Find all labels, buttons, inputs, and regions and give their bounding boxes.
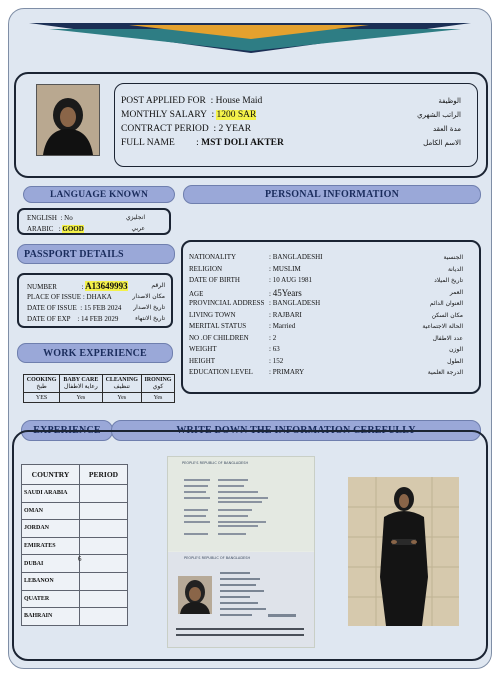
passport-scan-top-heading: PEOPLE'S REPUBLIC OF BANGLADESH (182, 461, 249, 465)
passport-title: PASSPORT DETAILS (17, 244, 175, 264)
personal-row: EDUCATION LEVEL : PRIMARY (189, 368, 305, 376)
country-cell: SAUDI ARABIA (22, 485, 80, 503)
personal-row-ar: مكان السكن (431, 311, 463, 319)
post-applied-row: POST APPLIED FOR : House Maid (121, 96, 263, 106)
personal-title: PERSONAL INFORMATION (183, 185, 481, 204)
passport-scan-top (168, 457, 314, 551)
personal-row-value: Married (272, 322, 296, 330)
personal-row-value: BANGLADESH (272, 299, 321, 307)
period-header: PERIOD (80, 465, 128, 485)
place-of-issue-ar: مكان الاصدار (132, 293, 165, 300)
personal-row-label: EDUCATION LEVEL (189, 368, 253, 376)
personal-row-label: PROVINCIAL ADDRESS (189, 299, 265, 307)
personal-row-value: RAJBARI (272, 310, 302, 319)
personal-row-value: 10 AUG 1981 (272, 276, 312, 284)
header-banner (9, 9, 492, 59)
passport-number-row: NUMBER : A13649993 (27, 281, 128, 291)
applicant-photo (36, 84, 100, 156)
personal-row-ar: العنوان الدائم (429, 300, 463, 307)
place-of-issue-row: PLACE OF ISSUE : DHAKA (27, 293, 112, 301)
personal-row-ar: عدد الاطفال (432, 334, 463, 342)
country-cell: OMAN (22, 502, 80, 520)
country-cell: DUBAI 6 (22, 555, 80, 573)
monthly-salary-row: MONTHLY SALARY : 1200 SAR (121, 110, 257, 120)
arabic-ar: عربي (131, 225, 145, 232)
personal-row: NO .OF CHILDREN : 2 (189, 333, 277, 342)
personal-row-value: MUSLIM (272, 264, 301, 273)
personal-row: RELIGION : MUSLIM (189, 264, 301, 273)
personal-row-label: AGE (189, 289, 204, 298)
work-table (23, 374, 175, 403)
personal-row-value: 63 (272, 345, 280, 353)
personal-row-label: WEIGHT (189, 345, 217, 353)
work-val-cooking: YES (24, 393, 60, 403)
personal-row-ar: الجنسية (443, 254, 463, 261)
english-ar: انجليزي (125, 214, 145, 221)
english-row: ENGLISH : No (27, 214, 73, 222)
personal-row-value: 45 (272, 287, 282, 298)
personal-row-ar: العمر (449, 288, 463, 296)
period-cell (80, 537, 128, 555)
applicant-details (114, 83, 478, 167)
personal-row: WEIGHT : 63 (189, 345, 280, 353)
personal-row-label: HEIGHT (189, 356, 216, 365)
passport-scan-bio-page (168, 552, 314, 647)
passport-number-ar: الرقم (151, 282, 165, 289)
work-val-babycare: Yes (60, 393, 102, 403)
date-of-exp-row: DATE OF EXP : 14 FEB 2029 (27, 315, 119, 323)
full-name-ar: الاسم الكامل (423, 139, 461, 147)
personal-row: DATE OF BIRTH : 10 AUG 1981 (189, 276, 312, 284)
period-cell (80, 572, 128, 590)
date-of-issue-ar: تاريخ الاصدار (133, 304, 165, 311)
country-cell: BAHRAIN (22, 608, 80, 626)
personal-row-label: NATIONALITY (189, 253, 237, 261)
period-cell (80, 502, 128, 520)
personal-row-label: NO .OF CHILDREN (189, 333, 249, 342)
personal-row-ar: الديانة (447, 265, 463, 273)
personal-row-unit: Years (281, 287, 302, 298)
work-col-ironing: IRONING كوي (141, 375, 174, 393)
personal-row-ar: الحالة الاجتماعية (422, 323, 463, 330)
passport-scan (167, 456, 315, 648)
personal-row-label: DATE OF BIRTH (189, 276, 240, 284)
personal-row-value: BANGLADESHI (272, 253, 323, 261)
personal-row: NATIONALITY : BANGLADESHI (189, 253, 323, 261)
personal-row-label: RELIGION (189, 264, 223, 273)
period-cell (80, 608, 128, 626)
date-of-issue-row: DATE OF ISSUE : 15 FEB 2024 (27, 304, 122, 312)
full-body-photo (348, 477, 459, 626)
work-title: WORK EXPERIENCE (17, 343, 173, 363)
language-box (17, 208, 171, 235)
personal-row-label: MERITAL STATUS (189, 322, 247, 330)
work-col-babycare: BABY CARE رعاية الاطفال (60, 375, 102, 393)
personal-row-label: LIVING TOWN (189, 310, 236, 319)
experience-table (21, 464, 128, 626)
period-cell (80, 555, 128, 573)
full-name-row: FULL NAME : MST DOLI AKTER (121, 138, 284, 148)
write-info-banner: WRITE DOWN THE INFORMATION CEREFULLY (111, 420, 481, 441)
monthly-salary-ar: الراتب الشهري (417, 111, 461, 119)
applicant-box (14, 72, 488, 178)
post-applied-ar: الوظيفة (438, 97, 461, 105)
extra-mark: 6 (78, 555, 82, 564)
contract-period-row: CONTRACT PERIOD : 2 YEAR (121, 124, 252, 134)
personal-row-ar: تاريخ الميلاد (434, 277, 463, 284)
passport-scan-text-lines (168, 467, 314, 551)
personal-row-value: 2 (272, 333, 277, 342)
passport-scan-bottom (168, 552, 314, 647)
period-cell (80, 520, 128, 538)
experience-title: EXPERIENCE (21, 420, 113, 441)
country-cell: LEBANON (22, 572, 80, 590)
passport-scan-bottom-heading: PEOPLE'S REPUBLIC OF BANGLADESH (184, 556, 251, 560)
personal-row-ar: الدرجة العلمية (427, 369, 463, 376)
cv-page (8, 8, 492, 669)
personal-row-value: PRIMARY (272, 368, 305, 376)
country-header: COUNTRY (22, 465, 80, 485)
country-cell: QUATER (22, 590, 80, 608)
language-title: LANGUAGE KNOWN (23, 186, 175, 203)
country-cell: JORDAN (22, 520, 80, 538)
personal-row-ar: الوزن (449, 346, 463, 353)
date-of-exp-ar: تاريخ الانتهاء (135, 315, 165, 322)
work-col-cleaning: CLEANING تنظيف (102, 375, 141, 393)
period-cell (80, 485, 128, 503)
arabic-row: ARABIC : GOOD (27, 225, 84, 233)
personal-row: PROVINCIAL ADDRESS : BANGLADESH (189, 299, 321, 307)
country-cell: EMIRATES (22, 537, 80, 555)
personal-row: LIVING TOWN : RAJBARI (189, 310, 302, 319)
period-cell (80, 590, 128, 608)
personal-row-value: 152 (272, 356, 284, 365)
work-val-cleaning: Yes (102, 393, 141, 403)
passport-box (17, 273, 173, 328)
work-col-cooking: COOKING طبخ (24, 375, 60, 393)
personal-row: HEIGHT : 152 (189, 356, 284, 365)
personal-row-ar: الطول (447, 357, 463, 365)
personal-row: AGE : 45Years (189, 287, 302, 298)
work-val-ironing: Yes (141, 393, 174, 403)
contract-period-ar: مدة العقد (433, 125, 461, 133)
personal-row: MERITAL STATUS : Married (189, 322, 296, 330)
